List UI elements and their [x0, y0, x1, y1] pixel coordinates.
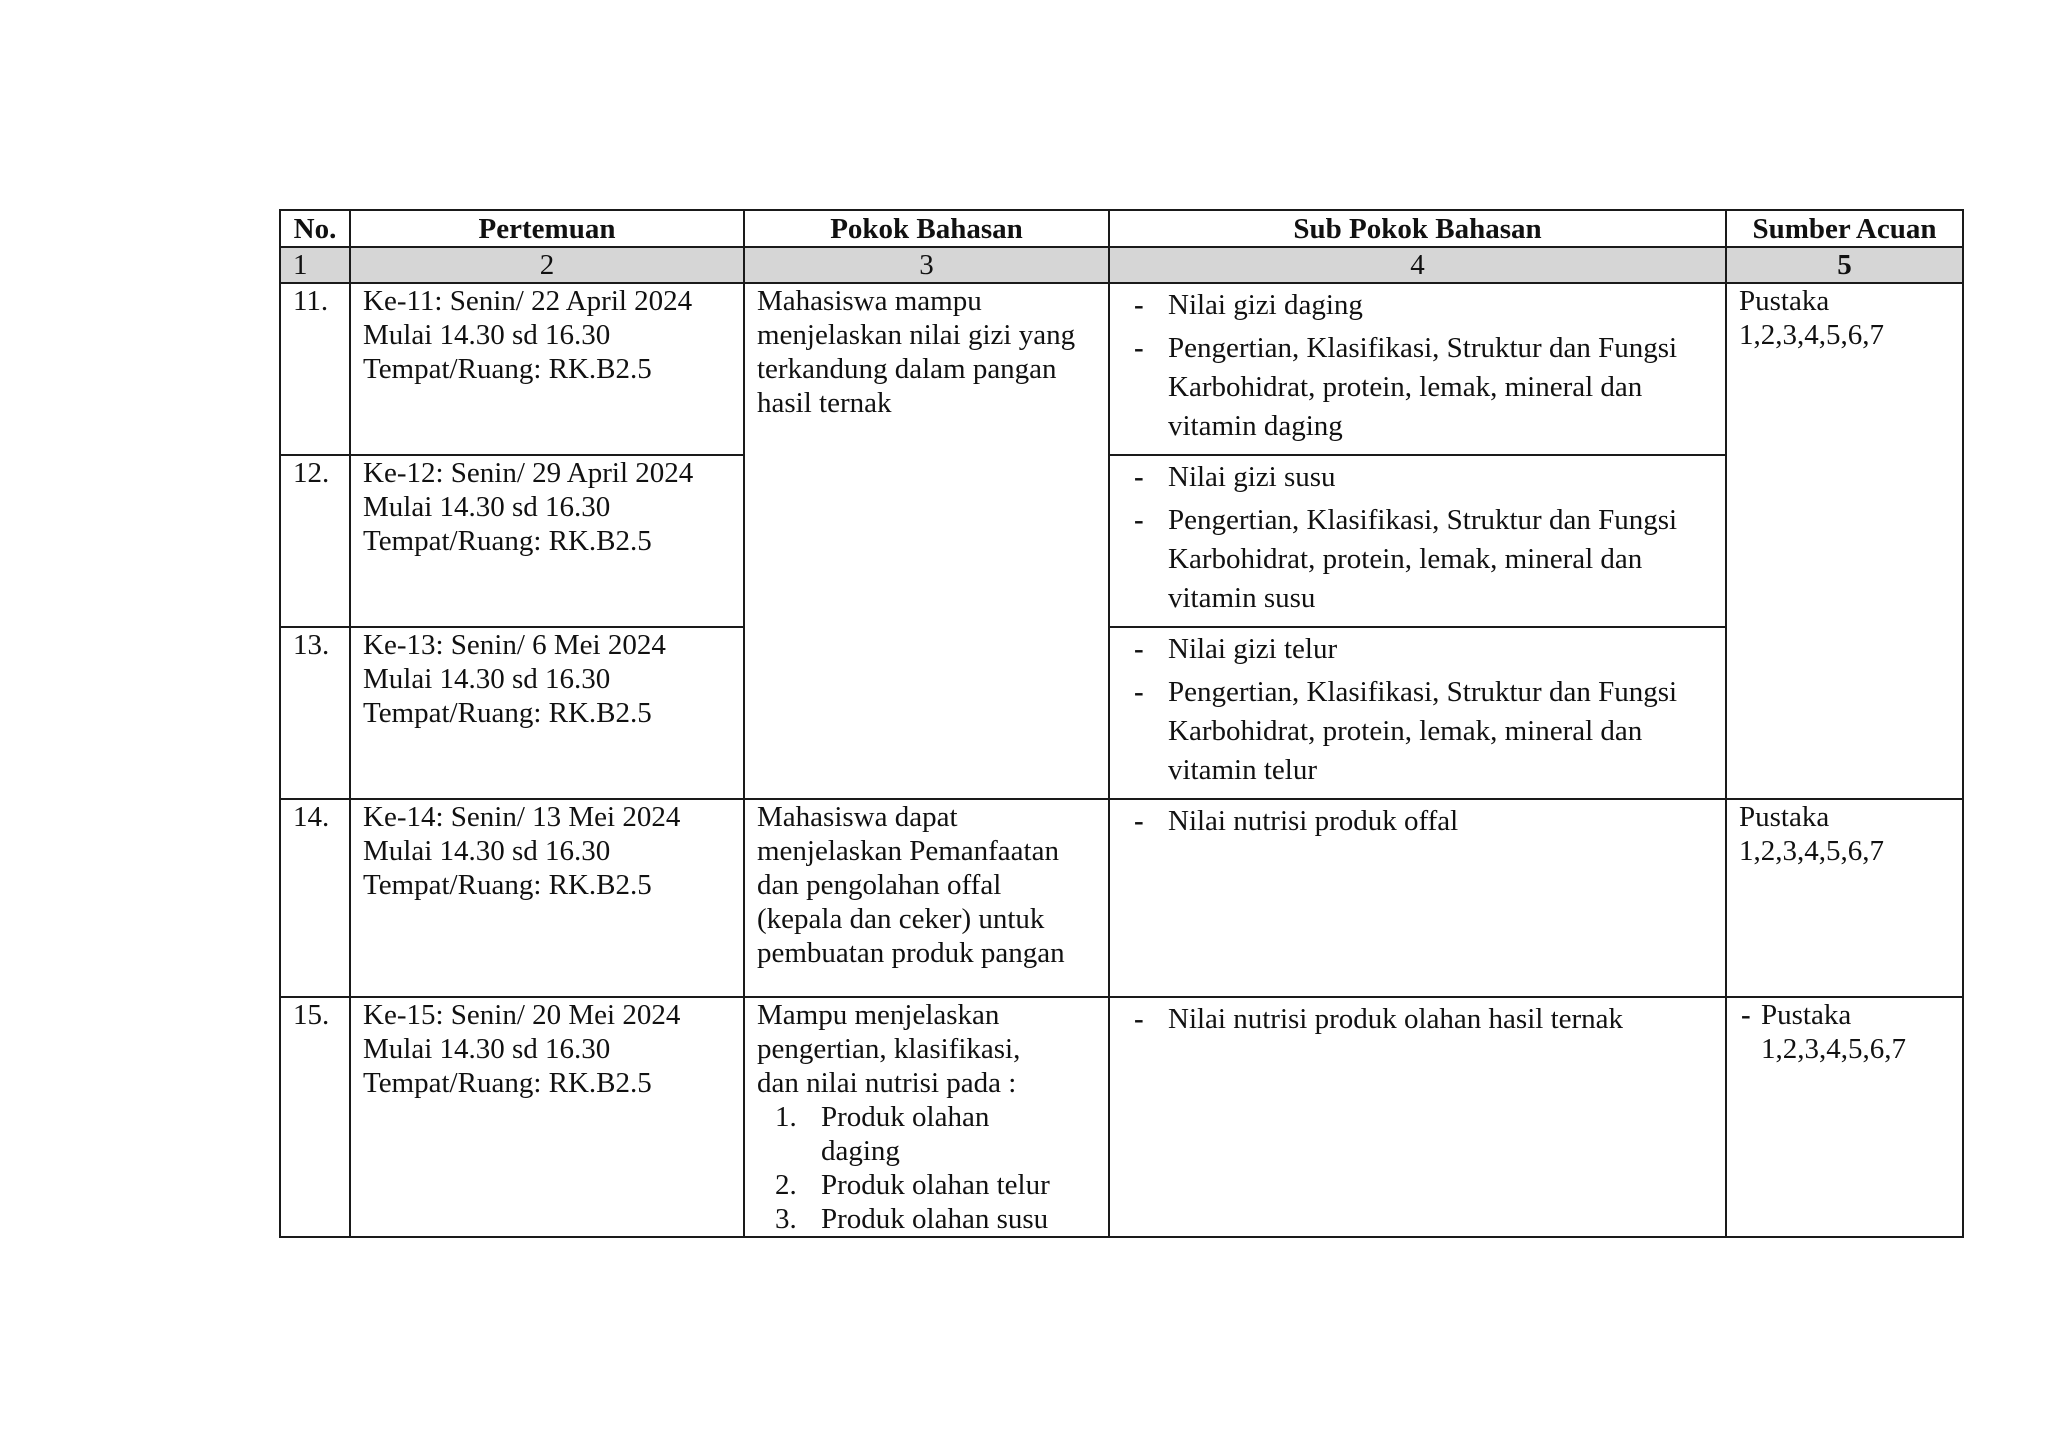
topic-line: pengertian, klasifikasi,: [757, 1033, 1021, 1065]
sub-topic-list: [1122, 286, 1713, 446]
reference-line: - Pustaka: [1739, 998, 1950, 1032]
meeting-line: Mulai 14.30 sd 16.30: [363, 1033, 611, 1065]
list-item: [757, 1168, 1096, 1202]
meeting-line: Tempat/Ruang: RK.B2.5: [363, 525, 652, 557]
meeting-cell: [350, 997, 744, 1237]
list-item: - Pengertian, Klasifikasi, Struktur dan Fungsi Karbohidrat, protein, lemak, mineral dan vitamin susu: [1122, 501, 1713, 618]
syllabus-table: [279, 209, 1964, 1238]
table-row: [280, 283, 1963, 455]
reference-line: 1,2,3,4,5,6,7: [1739, 319, 1884, 351]
column-index: 4: [1109, 247, 1726, 283]
topic-line: pembuatan produk pangan: [757, 937, 1065, 969]
header-sub-pokok-bahasan: Sub Pokok Bahasan: [1109, 210, 1726, 247]
meeting-line: Ke-14: Senin/ 13 Mei 2024: [363, 801, 681, 833]
header-pertemuan: Pertemuan: [350, 210, 744, 247]
row-number: 11.: [280, 283, 350, 455]
meeting-cell: [350, 455, 744, 627]
list-item: - Nilai gizi telur: [1122, 630, 1713, 669]
reference-line: Pustaka: [1739, 801, 1830, 833]
meeting-line: Mulai 14.30 sd 16.30: [363, 491, 611, 523]
reference-line: 1,2,3,4,5,6,7: [1761, 1033, 1906, 1065]
list-item-text: Produk olahan susu: [821, 1203, 1049, 1235]
list-item: [757, 1100, 1096, 1168]
meeting-line: Ke-15: Senin/ 20 Mei 2024: [363, 999, 681, 1031]
list-item-text: daging: [821, 1135, 900, 1167]
topic-line: terkandung dalam pangan: [757, 353, 1057, 385]
meeting-line: Mulai 14.30 sd 16.30: [363, 319, 611, 351]
table-row: [280, 799, 1963, 997]
list-item: - Pengertian, Klasifikasi, Struktur dan Fungsi Karbohidrat, protein, lemak, mineral dan vitamin telur: [1122, 673, 1713, 790]
sub-topic-list: [1122, 458, 1713, 618]
table-row: [280, 997, 1963, 1237]
header-row: [280, 210, 1963, 247]
meeting-cell: [350, 627, 744, 799]
header-no: No.: [280, 210, 350, 247]
topic-cell: [744, 799, 1109, 997]
topic-line: (kepala dan ceker) untuk: [757, 903, 1045, 935]
reference-cell: [1726, 997, 1963, 1237]
column-index: 1: [280, 247, 350, 283]
sub-topic-cell: [1109, 799, 1726, 997]
list-item: [757, 1202, 1096, 1236]
meeting-line: Mulai 14.30 sd 16.30: [363, 663, 611, 695]
row-number: 12.: [280, 455, 350, 627]
header-sumber-acuan: Sumber Acuan: [1726, 210, 1963, 247]
list-item-text: Produk olahan telur: [821, 1169, 1050, 1201]
header-pokok-bahasan: Pokok Bahasan: [744, 210, 1109, 247]
row-number: 13.: [280, 627, 350, 799]
topic-line: menjelaskan nilai gizi yang: [757, 319, 1076, 351]
list-number: 2.: [775, 1169, 797, 1201]
meeting-line: Tempat/Ruang: RK.B2.5: [363, 1067, 652, 1099]
topic-line: menjelaskan Pemanfaatan: [757, 835, 1059, 867]
column-index: 2: [350, 247, 744, 283]
list-item-text: Produk olahan: [821, 1101, 990, 1133]
topic-line: Mahasiswa mampu: [757, 285, 982, 317]
meeting-cell: [350, 799, 744, 997]
topic-cell: [744, 997, 1109, 1237]
table-row: [280, 455, 1963, 627]
column-index: 3: [744, 247, 1109, 283]
reference-line: Pustaka: [1739, 285, 1830, 317]
list-item: - Nilai gizi daging: [1122, 286, 1713, 325]
topic-line: dan nilai nutrisi pada :: [757, 1067, 1017, 1099]
row-number: 15.: [280, 997, 350, 1237]
meeting-cell: [350, 283, 744, 455]
list-item: - Nilai nutrisi produk olahan hasil ternak: [1122, 1000, 1713, 1039]
meeting-line: Tempat/Ruang: RK.B2.5: [363, 353, 652, 385]
table-row: [280, 627, 1963, 799]
meeting-line: Tempat/Ruang: RK.B2.5: [363, 869, 652, 901]
meeting-line: Tempat/Ruang: RK.B2.5: [363, 697, 652, 729]
list-item: - Nilai gizi susu: [1122, 458, 1713, 497]
sub-topic-list: [1122, 1000, 1713, 1039]
sub-topic-cell: [1109, 283, 1726, 455]
topic-line: dan pengolahan offal: [757, 869, 1002, 901]
sub-topic-cell: [1109, 455, 1726, 627]
topic-numbered-list: [757, 1100, 1096, 1236]
topic-line: hasil ternak: [757, 387, 892, 419]
list-item: - Pengertian, Klasifikasi, Struktur dan Fungsi Karbohidrat, protein, lemak, mineral dan vitamin daging: [1122, 329, 1713, 446]
meeting-line: Ke-12: Senin/ 29 April 2024: [363, 457, 694, 489]
meeting-line: Ke-13: Senin/ 6 Mei 2024: [363, 629, 666, 661]
reference-line: 1,2,3,4,5,6,7: [1739, 835, 1884, 867]
list-number: 1.: [775, 1101, 797, 1133]
meeting-line: Ke-11: Senin/ 22 April 2024: [363, 285, 693, 317]
column-index: 5: [1726, 247, 1963, 283]
meeting-line: Mulai 14.30 sd 16.30: [363, 835, 611, 867]
list-item: - Nilai nutrisi produk offal: [1122, 802, 1713, 841]
row-number: 14.: [280, 799, 350, 997]
sub-topic-list: [1122, 630, 1713, 790]
column-index-row: [280, 247, 1963, 283]
sub-topic-cell: [1109, 997, 1726, 1237]
topic-line: Mahasiswa dapat: [757, 801, 958, 833]
reference-cell: [1726, 283, 1963, 799]
reference-cell: [1726, 799, 1963, 997]
list-number: 3.: [775, 1203, 797, 1235]
sub-topic-list: [1122, 802, 1713, 841]
topic-cell: [744, 283, 1109, 799]
topic-line: Mampu menjelaskan: [757, 999, 1000, 1031]
sub-topic-cell: [1109, 627, 1726, 799]
